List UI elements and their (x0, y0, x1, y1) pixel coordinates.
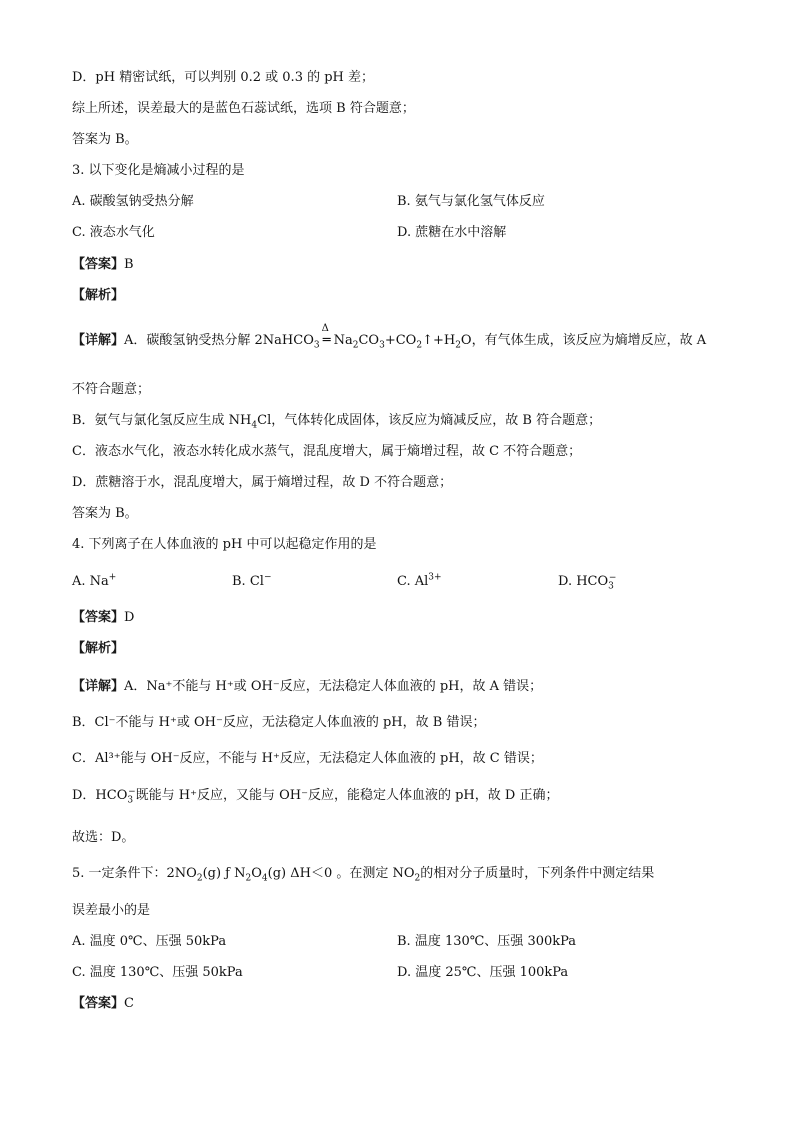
q3-detail-c: C．液态水气化，液态水转化成水蒸气，混乱度增大，属于熵增过程，故 C 不符合题意； (72, 444, 582, 459)
q4-option-d-text: D. HCO (558, 574, 609, 589)
q3-detail-a-cont: 不符合题意； (72, 382, 151, 397)
q5-option-d: D. 温度 25℃、压强 100kPa (397, 965, 569, 980)
q4-option-c: C. $Al^{3+}$ (397, 572, 442, 589)
q4-option-a: A. Na+ (72, 572, 117, 589)
q4-option-b: B. Cl− (232, 572, 272, 589)
question-5-stem-cont: 误差最小的是 (72, 903, 151, 918)
q4-option-a-text: A. Na (72, 574, 109, 589)
answer-tag: 【答案】 (72, 610, 125, 625)
answer-value: B (124, 257, 134, 272)
q4-detail-c: C．Al³⁺能与 OH⁻反应，不能与 H⁺反应，无法稳定人体血液的 pH，故 C 错误； (72, 751, 543, 766)
analysis-tag: 【解析】 (72, 288, 125, 303)
text-line: D．pH 精密试纸，可以判别 0.2 或 0.3 的 pH 差； (72, 70, 375, 85)
stem-pre: 5. 一定条件下：2NO (72, 866, 197, 881)
detail-a-post: ，有气体生成，该反应为熵增反应，故 A (471, 333, 707, 348)
q4-option-c-text: C. Al (397, 574, 429, 589)
q4-detail-d: D．$HCO_3^-$既能与 H⁺反应，又能与 OH⁻反应，能稳定人体血液的 pH，故 D 正确； (72, 786, 559, 806)
q4-detail-b: B．Cl⁻不能与 H⁺或 OH⁻反应，无法稳定人体血液的 pH，故 B 错误； (72, 715, 486, 730)
q5-option-a: A. 温度 0℃、压强 50kPa (72, 934, 227, 949)
detail-a-text: A．Na⁺不能与 H⁺或 OH⁻反应，无法稳定人体血液的 pH，故 A 错误； (124, 679, 543, 694)
q3-detail-a: 【详解】A．碳酸氢钠受热分解 2NaHCO$_3$ Δ ═ $Na_2CO_3+CO_2↑+H_2O$，有气体生成，该反应为熵增反应，故 A (72, 323, 707, 351)
detail-b-post: Cl，气体转化成固体，该反应为熵减反应，故 B 符合题意； (257, 413, 602, 428)
detail-tag: 【详解】 (72, 333, 125, 348)
stem-post: 的相对分子质量时，下列条件中测定结果 (420, 866, 655, 881)
detail-a-pre: A．碳酸氢钠受热分解 2NaHCO (124, 333, 314, 348)
q3-option-a: A. 碳酸氢钠受热分解 (72, 194, 194, 209)
q3-option-d: D. 蔗糖在水中溶解 (397, 225, 507, 240)
answer-value: D (124, 610, 135, 625)
answer-value: C (124, 996, 134, 1011)
analysis-tag: 【解析】 (72, 641, 125, 656)
answer-tag: 【答案】 (72, 996, 125, 1011)
q3-analysis-tag (72, 287, 124, 305)
heat-equals-symbol: Δ ═ (321, 323, 331, 348)
text-line: 综上所述，误差最大的是蓝色石蕊试纸，选项 B 符合题意； (72, 101, 415, 116)
detail-d-pre: D．HCO (72, 788, 128, 803)
question-3-stem: 3. 以下变化是熵减小过程的是 (72, 163, 245, 178)
detail-tag: 【详解】 (72, 679, 125, 694)
q5-option-c: C. 温度 130℃、压强 50kPa (72, 965, 243, 980)
q3-detail-d: D．蔗糖溶于水，混乱度增大，属于熵增过程，故 D 不符合题意； (72, 475, 453, 490)
text-line: 答案为 B。 (72, 132, 138, 147)
q4-option-d: D. $HCO_3^-$ (558, 572, 617, 592)
question-5-stem: 5. 一定条件下：$2NO_2(g)$ ƒ $N_2O_4(g)$ ΔH＜0 。在测定 $NO_2$的相对分子质量时，下列条件中测定结果 (72, 866, 655, 884)
q3-final: 答案为 B。 (72, 506, 138, 521)
q3-option-b: B. 氨气与氯化氢气体反应 (397, 194, 545, 209)
question-4-stem: 4. 下列离子在人体血液的 pH 中可以起稳定作用的是 (72, 537, 377, 552)
q3-answer (72, 256, 134, 274)
q5-answer (72, 995, 134, 1013)
q4-answer (72, 609, 134, 627)
stem-mid: (g) ƒ N (202, 866, 246, 881)
q3-detail-b: B．氨气与氯化氢反应生成 $NH_4Cl$，气体转化成固体，该反应为熵减反应，故 B 符合题意； (72, 413, 602, 431)
q5-option-b: B. 温度 130℃、压强 300kPa (397, 934, 577, 949)
q4-option-b-text: B. Cl (232, 574, 264, 589)
q4-final: 故选：D。 (72, 830, 135, 845)
q4-analysis-tag (72, 640, 124, 658)
q4-detail-a (72, 678, 542, 696)
q3-option-c: C. 液态水气化 (72, 225, 155, 240)
answer-tag: 【答案】 (72, 257, 125, 272)
stem-mid2: (g) ΔH＜0 。在测定 NO (267, 866, 415, 881)
detail-b-pre: B．氨气与氯化氢反应生成 NH (72, 413, 252, 428)
detail-d-post: 既能与 H⁺反应，又能与 OH⁻反应，能稳定人体血液的 pH，故 D 正确； (135, 788, 559, 803)
